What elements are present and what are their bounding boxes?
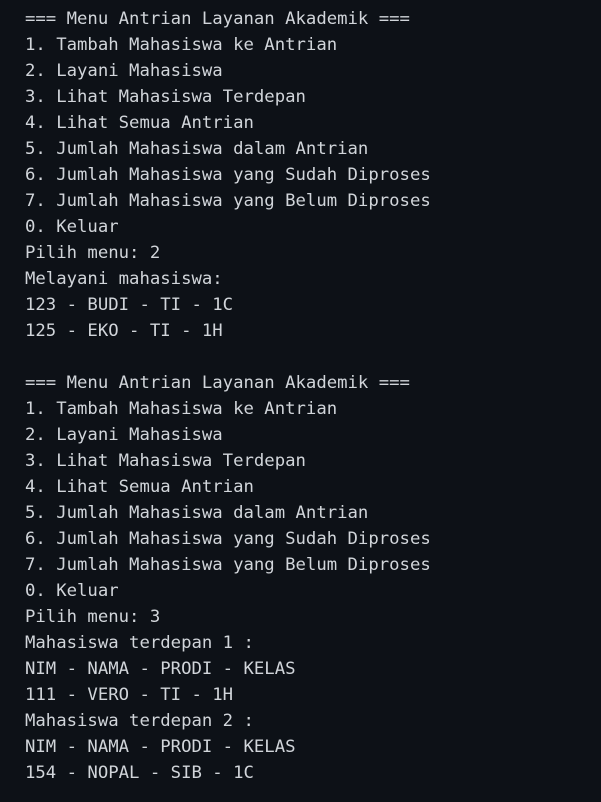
menu-item: 5. Jumlah Mahasiswa dalam Antrian <box>25 139 369 159</box>
menu-item: 2. Layani Mahasiswa <box>25 61 223 81</box>
menu-item: 2. Layani Mahasiswa <box>25 425 223 445</box>
output-line: Mahasiswa terdepan 2 : <box>25 711 254 731</box>
output-line: 111 - VERO - TI - 1H <box>25 685 234 705</box>
output-line: 123 - BUDI - TI - 1C <box>25 295 234 315</box>
menu-item: 3. Lihat Mahasiswa Terdepan <box>25 451 306 471</box>
output-line: Melayani mahasiswa: <box>25 269 223 289</box>
menu-item: 0. Keluar <box>25 217 119 237</box>
output-line: Mahasiswa terdepan 1 : <box>25 633 254 653</box>
menu-item: 6. Jumlah Mahasiswa yang Sudah Diproses <box>25 165 431 185</box>
menu-header: === Menu Antrian Layanan Akademik === <box>25 373 410 393</box>
menu-item: 7. Jumlah Mahasiswa yang Belum Diproses <box>25 191 431 211</box>
output-line: NIM - NAMA - PRODI - KELAS <box>25 737 296 757</box>
menu-item: 1. Tambah Mahasiswa ke Antrian <box>25 399 338 419</box>
menu-header: === Menu Antrian Layanan Akademik === <box>25 9 410 29</box>
output-line: NIM - NAMA - PRODI - KELAS <box>25 659 296 679</box>
menu-item: 7. Jumlah Mahasiswa yang Belum Diproses <box>25 555 431 575</box>
menu-item: 1. Tambah Mahasiswa ke Antrian <box>25 35 338 55</box>
menu-prompt: Pilih menu: 3 <box>25 607 161 627</box>
menu-item: 5. Jumlah Mahasiswa dalam Antrian <box>25 503 369 523</box>
menu-item: 4. Lihat Semua Antrian <box>25 113 254 133</box>
blank-line <box>25 344 601 370</box>
menu-item: 4. Lihat Semua Antrian <box>25 477 254 497</box>
menu-item: 0. Keluar <box>25 581 119 601</box>
menu-prompt: Pilih menu: 2 <box>25 243 161 263</box>
output-line: 154 - NOPAL - SIB - 1C <box>25 763 254 783</box>
menu-item: 3. Lihat Mahasiswa Terdepan <box>25 87 306 107</box>
output-line: 125 - EKO - TI - 1H <box>25 321 223 341</box>
menu-item: 6. Jumlah Mahasiswa yang Sudah Diproses <box>25 529 431 549</box>
